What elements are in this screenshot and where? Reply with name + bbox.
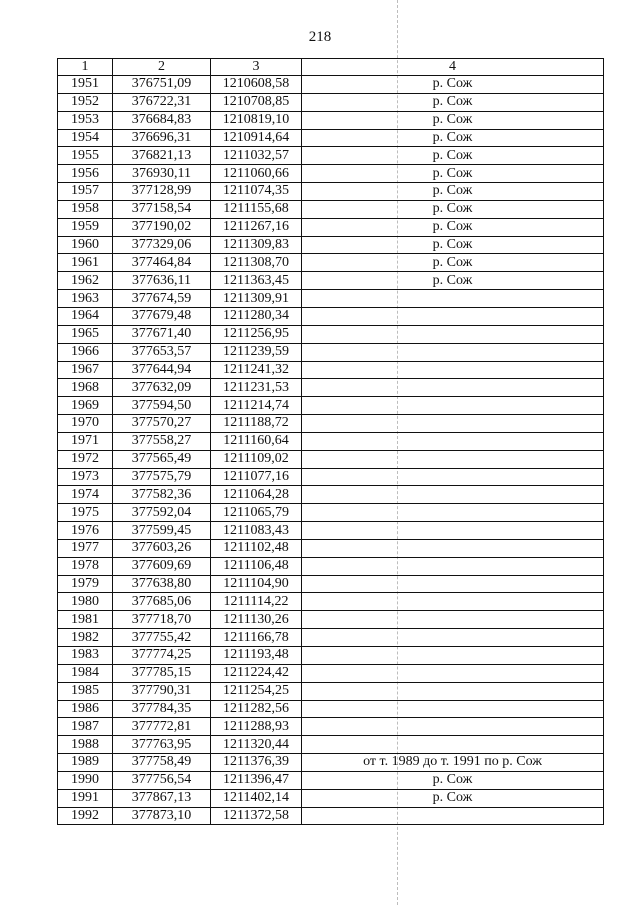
description-cell <box>302 700 604 718</box>
table-row <box>58 325 604 343</box>
point-number-cell: 1959 <box>58 218 113 236</box>
point-number-cell: 1956 <box>58 165 113 183</box>
x-coordinate-cell: 377685,06 <box>113 593 211 611</box>
description-cell: р. Сож <box>302 236 604 254</box>
table-row <box>58 611 604 629</box>
x-coordinate-cell: 377558,27 <box>113 432 211 450</box>
table-row <box>58 450 604 468</box>
description-cell <box>302 629 604 647</box>
x-coordinate-cell: 377158,54 <box>113 200 211 218</box>
table-row <box>58 129 604 147</box>
description-cell <box>302 611 604 629</box>
point-number-cell: 1975 <box>58 504 113 522</box>
x-coordinate-cell: 377128,99 <box>113 183 211 201</box>
description-cell <box>302 361 604 379</box>
y-coordinate-cell: 1211214,74 <box>211 397 302 415</box>
table-row <box>58 236 604 254</box>
table-row <box>58 343 604 361</box>
point-number-cell: 1954 <box>58 129 113 147</box>
x-coordinate-cell: 377756,54 <box>113 771 211 789</box>
x-coordinate-cell: 377603,26 <box>113 539 211 557</box>
y-coordinate-cell: 1211372,58 <box>211 807 302 825</box>
x-coordinate-cell: 377718,70 <box>113 611 211 629</box>
y-coordinate-cell: 1211224,42 <box>211 664 302 682</box>
y-coordinate-cell: 1211376,39 <box>211 754 302 772</box>
point-number-cell: 1983 <box>58 647 113 665</box>
y-coordinate-cell: 1211188,72 <box>211 415 302 433</box>
table-body <box>58 76 604 825</box>
description-cell <box>302 718 604 736</box>
x-coordinate-cell: 377653,57 <box>113 343 211 361</box>
y-coordinate-cell: 1211155,68 <box>211 200 302 218</box>
table-row <box>58 647 604 665</box>
table-row <box>58 468 604 486</box>
y-coordinate-cell: 1211077,16 <box>211 468 302 486</box>
x-coordinate-cell: 377785,15 <box>113 664 211 682</box>
y-coordinate-cell: 1211282,56 <box>211 700 302 718</box>
description-cell: р. Сож <box>302 218 604 236</box>
table-row <box>58 397 604 415</box>
description-cell: от т. 1989 до т. 1991 по р. Сож <box>302 754 604 772</box>
description-cell <box>302 522 604 540</box>
point-number-cell: 1974 <box>58 486 113 504</box>
description-cell: р. Сож <box>302 789 604 807</box>
y-coordinate-cell: 1211106,48 <box>211 557 302 575</box>
x-coordinate-cell: 376696,31 <box>113 129 211 147</box>
description-cell <box>302 736 604 754</box>
x-coordinate-cell: 377570,27 <box>113 415 211 433</box>
x-coordinate-cell: 377790,31 <box>113 682 211 700</box>
y-coordinate-cell: 1211064,28 <box>211 486 302 504</box>
table-row <box>58 111 604 129</box>
x-coordinate-cell: 376821,13 <box>113 147 211 165</box>
table-row <box>58 593 604 611</box>
y-coordinate-cell: 1211239,59 <box>211 343 302 361</box>
description-cell <box>302 307 604 325</box>
point-number-cell: 1955 <box>58 147 113 165</box>
x-coordinate-cell: 377329,06 <box>113 236 211 254</box>
table-row <box>58 93 604 111</box>
point-number-cell: 1952 <box>58 93 113 111</box>
description-cell <box>302 486 604 504</box>
y-coordinate-cell: 1211109,02 <box>211 450 302 468</box>
point-number-cell: 1964 <box>58 307 113 325</box>
description-cell <box>302 343 604 361</box>
description-cell: р. Сож <box>302 129 604 147</box>
table-row <box>58 290 604 308</box>
y-coordinate-cell: 1211104,90 <box>211 575 302 593</box>
description-cell <box>302 647 604 665</box>
description-cell <box>302 682 604 700</box>
table-row <box>58 664 604 682</box>
y-coordinate-cell: 1210819,10 <box>211 111 302 129</box>
point-number-cell: 1967 <box>58 361 113 379</box>
x-coordinate-cell: 377763,95 <box>113 736 211 754</box>
point-number-cell: 1989 <box>58 754 113 772</box>
x-coordinate-cell: 377644,94 <box>113 361 211 379</box>
point-number-cell: 1985 <box>58 682 113 700</box>
x-coordinate-cell: 377565,49 <box>113 450 211 468</box>
y-coordinate-cell: 1211402,14 <box>211 789 302 807</box>
y-coordinate-cell: 1211102,48 <box>211 539 302 557</box>
description-cell: р. Сож <box>302 165 604 183</box>
point-number-cell: 1966 <box>58 343 113 361</box>
table-row <box>58 165 604 183</box>
y-coordinate-cell: 1211396,47 <box>211 771 302 789</box>
table-header-row <box>58 59 604 76</box>
description-cell <box>302 575 604 593</box>
point-number-cell: 1965 <box>58 325 113 343</box>
point-number-cell: 1990 <box>58 771 113 789</box>
x-coordinate-cell: 377638,80 <box>113 575 211 593</box>
x-coordinate-cell: 377758,49 <box>113 754 211 772</box>
table-row <box>58 807 604 825</box>
description-cell: р. Сож <box>302 183 604 201</box>
table-row <box>58 736 604 754</box>
y-coordinate-cell: 1211130,26 <box>211 611 302 629</box>
y-coordinate-cell: 1211288,93 <box>211 718 302 736</box>
table-row <box>58 682 604 700</box>
table-row <box>58 504 604 522</box>
y-coordinate-cell: 1211231,53 <box>211 379 302 397</box>
point-number-cell: 1963 <box>58 290 113 308</box>
table-row <box>58 361 604 379</box>
point-number-cell: 1969 <box>58 397 113 415</box>
x-coordinate-cell: 377873,10 <box>113 807 211 825</box>
point-number-cell: 1970 <box>58 415 113 433</box>
column-header-y: 3 <box>211 59 302 76</box>
x-coordinate-cell: 376751,09 <box>113 76 211 94</box>
y-coordinate-cell: 1211114,22 <box>211 593 302 611</box>
description-cell <box>302 450 604 468</box>
y-coordinate-cell: 1211280,34 <box>211 307 302 325</box>
x-coordinate-cell: 377632,09 <box>113 379 211 397</box>
y-coordinate-cell: 1211160,64 <box>211 432 302 450</box>
table-row <box>58 218 604 236</box>
point-number-cell: 1991 <box>58 789 113 807</box>
description-cell: р. Сож <box>302 200 604 218</box>
column-header-x: 2 <box>113 59 211 76</box>
point-number-cell: 1977 <box>58 539 113 557</box>
table-row <box>58 771 604 789</box>
column-header-point: 1 <box>58 59 113 76</box>
table-row <box>58 575 604 593</box>
description-cell <box>302 415 604 433</box>
table-row <box>58 557 604 575</box>
description-cell <box>302 397 604 415</box>
x-coordinate-cell: 377755,42 <box>113 629 211 647</box>
point-number-cell: 1978 <box>58 557 113 575</box>
point-number-cell: 1957 <box>58 183 113 201</box>
table-row <box>58 754 604 772</box>
y-coordinate-cell: 1211241,32 <box>211 361 302 379</box>
x-coordinate-cell: 376722,31 <box>113 93 211 111</box>
point-number-cell: 1986 <box>58 700 113 718</box>
description-cell: р. Сож <box>302 272 604 290</box>
point-number-cell: 1960 <box>58 236 113 254</box>
table-row <box>58 539 604 557</box>
point-number-cell: 1984 <box>58 664 113 682</box>
y-coordinate-cell: 1211166,78 <box>211 629 302 647</box>
point-number-cell: 1971 <box>58 432 113 450</box>
y-coordinate-cell: 1211060,66 <box>211 165 302 183</box>
point-number-cell: 1981 <box>58 611 113 629</box>
point-number-cell: 1958 <box>58 200 113 218</box>
point-number-cell: 1982 <box>58 629 113 647</box>
y-coordinate-cell: 1211309,83 <box>211 236 302 254</box>
description-cell: р. Сож <box>302 111 604 129</box>
y-coordinate-cell: 1211309,91 <box>211 290 302 308</box>
x-coordinate-cell: 377190,02 <box>113 218 211 236</box>
coordinates-table <box>57 58 604 825</box>
table-row <box>58 147 604 165</box>
table-row <box>58 432 604 450</box>
x-coordinate-cell: 376930,11 <box>113 165 211 183</box>
point-number-cell: 1961 <box>58 254 113 272</box>
x-coordinate-cell: 377582,36 <box>113 486 211 504</box>
x-coordinate-cell: 377464,84 <box>113 254 211 272</box>
table-row <box>58 183 604 201</box>
table-row <box>58 272 604 290</box>
point-number-cell: 1953 <box>58 111 113 129</box>
point-number-cell: 1973 <box>58 468 113 486</box>
y-coordinate-cell: 1211254,25 <box>211 682 302 700</box>
point-number-cell: 1992 <box>58 807 113 825</box>
x-coordinate-cell: 377679,48 <box>113 307 211 325</box>
y-coordinate-cell: 1211083,43 <box>211 522 302 540</box>
y-coordinate-cell: 1211032,57 <box>211 147 302 165</box>
x-coordinate-cell: 377674,59 <box>113 290 211 308</box>
y-coordinate-cell: 1211320,44 <box>211 736 302 754</box>
point-number-cell: 1976 <box>58 522 113 540</box>
description-cell: р. Сож <box>302 76 604 94</box>
y-coordinate-cell: 1210708,85 <box>211 93 302 111</box>
table-row <box>58 718 604 736</box>
x-coordinate-cell: 377784,35 <box>113 700 211 718</box>
table-row <box>58 200 604 218</box>
description-cell: р. Сож <box>302 147 604 165</box>
description-cell <box>302 539 604 557</box>
description-cell <box>302 504 604 522</box>
column-header-description: 4 <box>302 59 604 76</box>
point-number-cell: 1980 <box>58 593 113 611</box>
description-cell <box>302 557 604 575</box>
description-cell <box>302 807 604 825</box>
table-row <box>58 307 604 325</box>
point-number-cell: 1979 <box>58 575 113 593</box>
x-coordinate-cell: 377575,79 <box>113 468 211 486</box>
description-cell: р. Сож <box>302 93 604 111</box>
point-number-cell: 1951 <box>58 76 113 94</box>
point-number-cell: 1988 <box>58 736 113 754</box>
table-row <box>58 379 604 397</box>
y-coordinate-cell: 1211363,45 <box>211 272 302 290</box>
description-cell <box>302 325 604 343</box>
description-cell <box>302 290 604 308</box>
x-coordinate-cell: 377671,40 <box>113 325 211 343</box>
table-row <box>58 486 604 504</box>
description-cell <box>302 432 604 450</box>
description-cell <box>302 379 604 397</box>
point-number-cell: 1987 <box>58 718 113 736</box>
table-row <box>58 254 604 272</box>
point-number-cell: 1972 <box>58 450 113 468</box>
table-row <box>58 415 604 433</box>
table-row <box>58 76 604 94</box>
x-coordinate-cell: 377636,11 <box>113 272 211 290</box>
x-coordinate-cell: 376684,83 <box>113 111 211 129</box>
y-coordinate-cell: 1211308,70 <box>211 254 302 272</box>
table-row <box>58 629 604 647</box>
point-number-cell: 1962 <box>58 272 113 290</box>
y-coordinate-cell: 1211193,48 <box>211 647 302 665</box>
x-coordinate-cell: 377599,45 <box>113 522 211 540</box>
x-coordinate-cell: 377772,81 <box>113 718 211 736</box>
x-coordinate-cell: 377594,50 <box>113 397 211 415</box>
y-coordinate-cell: 1211074,35 <box>211 183 302 201</box>
y-coordinate-cell: 1210608,58 <box>211 76 302 94</box>
description-cell: р. Сож <box>302 771 604 789</box>
description-cell <box>302 468 604 486</box>
y-coordinate-cell: 1211065,79 <box>211 504 302 522</box>
x-coordinate-cell: 377867,13 <box>113 789 211 807</box>
table-row <box>58 789 604 807</box>
page-number: 218 <box>308 29 332 45</box>
y-coordinate-cell: 1210914,64 <box>211 129 302 147</box>
table-row <box>58 700 604 718</box>
y-coordinate-cell: 1211256,95 <box>211 325 302 343</box>
description-cell <box>302 664 604 682</box>
table-row <box>58 522 604 540</box>
description-cell <box>302 593 604 611</box>
y-coordinate-cell: 1211267,16 <box>211 218 302 236</box>
description-cell: р. Сож <box>302 254 604 272</box>
x-coordinate-cell: 377774,25 <box>113 647 211 665</box>
point-number-cell: 1968 <box>58 379 113 397</box>
x-coordinate-cell: 377592,04 <box>113 504 211 522</box>
x-coordinate-cell: 377609,69 <box>113 557 211 575</box>
